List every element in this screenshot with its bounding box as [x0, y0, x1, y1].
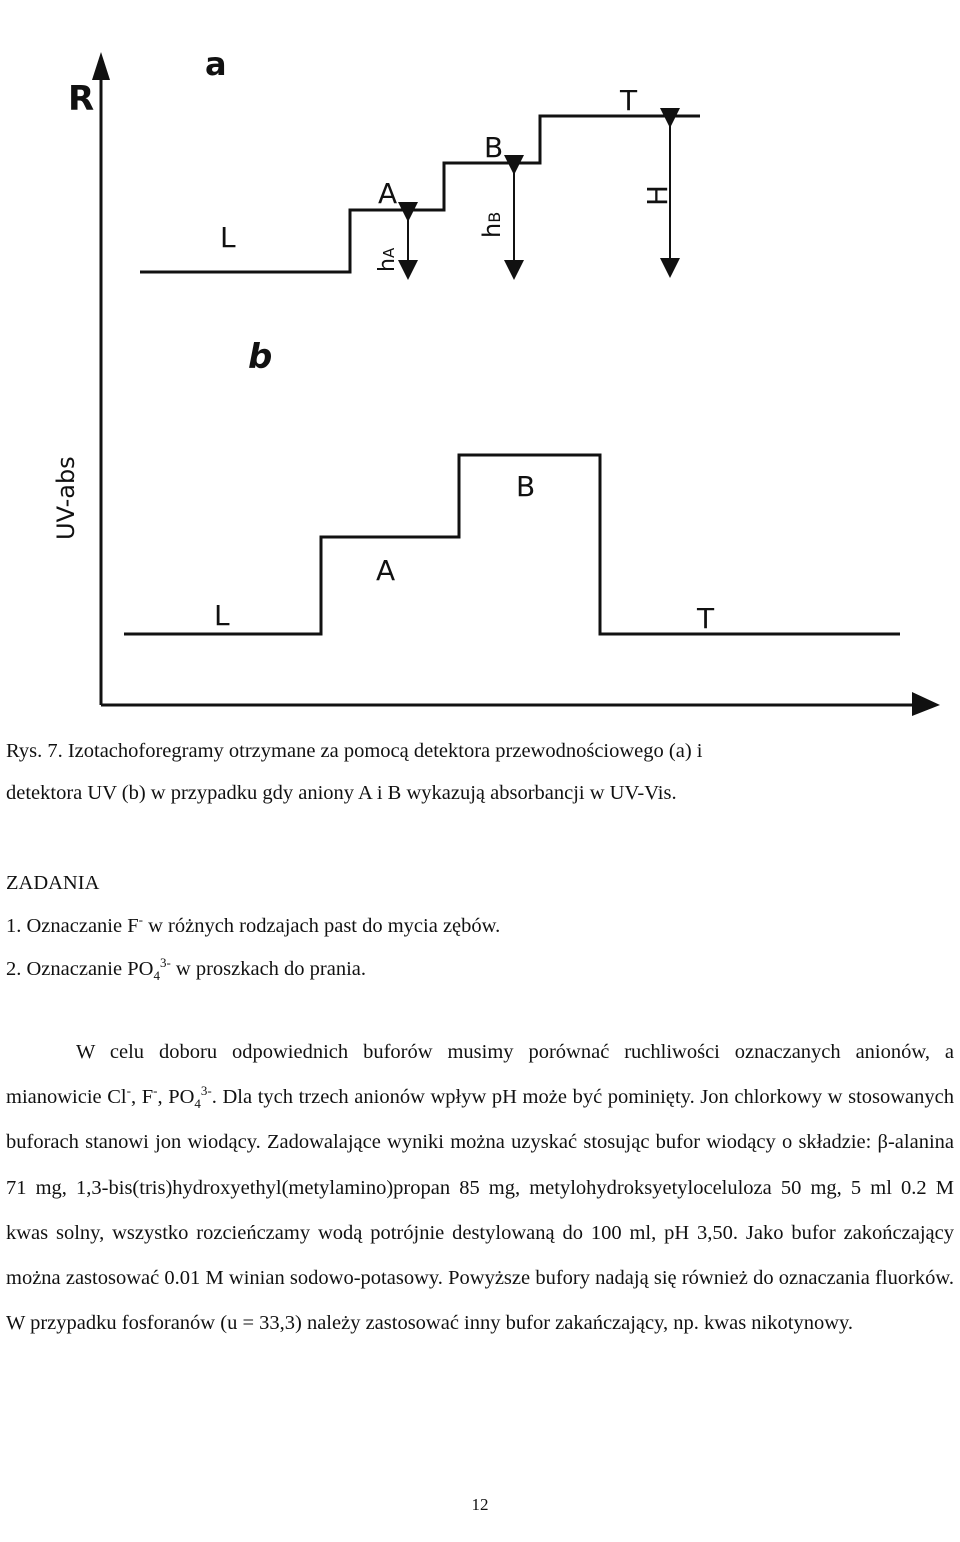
figure-caption: [6, 730, 946, 814]
panel-a-y-axis-label: R: [68, 79, 95, 119]
svg-text:hB: [478, 212, 506, 238]
panel-b-zone-a-label: A: [376, 554, 396, 587]
svg-text:H: H: [641, 184, 674, 206]
height-a-h: h: [375, 258, 400, 272]
height-a-subscript: A: [380, 247, 398, 259]
panel-a-zone-b-label: B: [484, 131, 504, 164]
panel-b-y-axis-label: [52, 456, 80, 540]
panel-b-letter: b: [248, 337, 273, 377]
tasks-section: [6, 862, 946, 991]
figure-drawing: [0, 0, 960, 722]
panel-a-zone-l-label: L: [220, 221, 236, 254]
y-axis-arrowhead: [92, 52, 110, 80]
panel-b-zone-t-label: T: [697, 602, 715, 635]
page-number: 12: [471, 1495, 489, 1514]
task-item-1: 1. Oznaczanie F- w różnych rodzajach past do mycia zębów.: [6, 912, 501, 937]
panel-a-letter: a: [205, 45, 227, 83]
panel-b-step-trace: [124, 455, 900, 634]
svg-text:UV-abs: UV-abs: [52, 456, 80, 540]
panel-a-zone-a-label: A: [378, 177, 398, 210]
panel-a-zone-t-label: T: [620, 84, 638, 117]
task-item-2: 2. Oznaczanie $PO_4^{3-}$ w proszkach do prania.: [6, 955, 367, 984]
tasks-heading: ZADANIA: [6, 872, 100, 894]
caption-line-2: detektora UV (b) w przypadku gdy aniony A i B wykazują absorbancji w UV-Vis.: [6, 782, 677, 804]
panel-b-zone-l-label: L: [214, 599, 230, 632]
height-a-label: [375, 247, 400, 272]
panel-b-zone-b-label: B: [516, 470, 536, 503]
height-b-label: [478, 212, 506, 238]
isotachophoregram-figure: [0, 0, 960, 722]
body-paragraph: W celu doboru odpowiednich buforów musimy porównać ruchliwości oznaczanych anionów, a mianowicie Cl-, F-, $PO_4^{3-}$. Dla tych trzech anionów wpływ pH może być pominięty. Jon chlorkowy w stosowanych buforach stanowi jon wiodący. Zadowalające wyniki można uzyskać stosując bufor wiodący o składzie: β-alanina 71 mg, 1,3-bis(tris)hydroxyethyl(metylamino)propan 85 mg, metylohydroksyetyloceluloza 50 mg, 5 ml 0.2 M kwas solny, wszystko rozcieńczamy wodą potrójnie destylowaną do 100 ml, pH 3,50. Jako bufor zakończający można zastosować 0.01 M winian sodowo-potasowy. Powyższe bufory nadają się również do oznaczania fluorków. W przypadku fosforanów (u = 33,3) należy zastosować inny bufor zakańczający, np. kwas nikotynowy.: [6, 1041, 954, 1335]
x-axis-arrowhead: [912, 692, 940, 716]
height-b-subscript: B: [485, 211, 504, 223]
svg-text:hA: [375, 247, 400, 272]
total-height-label: [641, 185, 674, 206]
height-b-h: h: [478, 222, 506, 238]
caption-line-1: Rys. 7. Izotachoforegramy otrzymane za pomocą detektora przewodnościowego (a) i: [6, 740, 703, 762]
